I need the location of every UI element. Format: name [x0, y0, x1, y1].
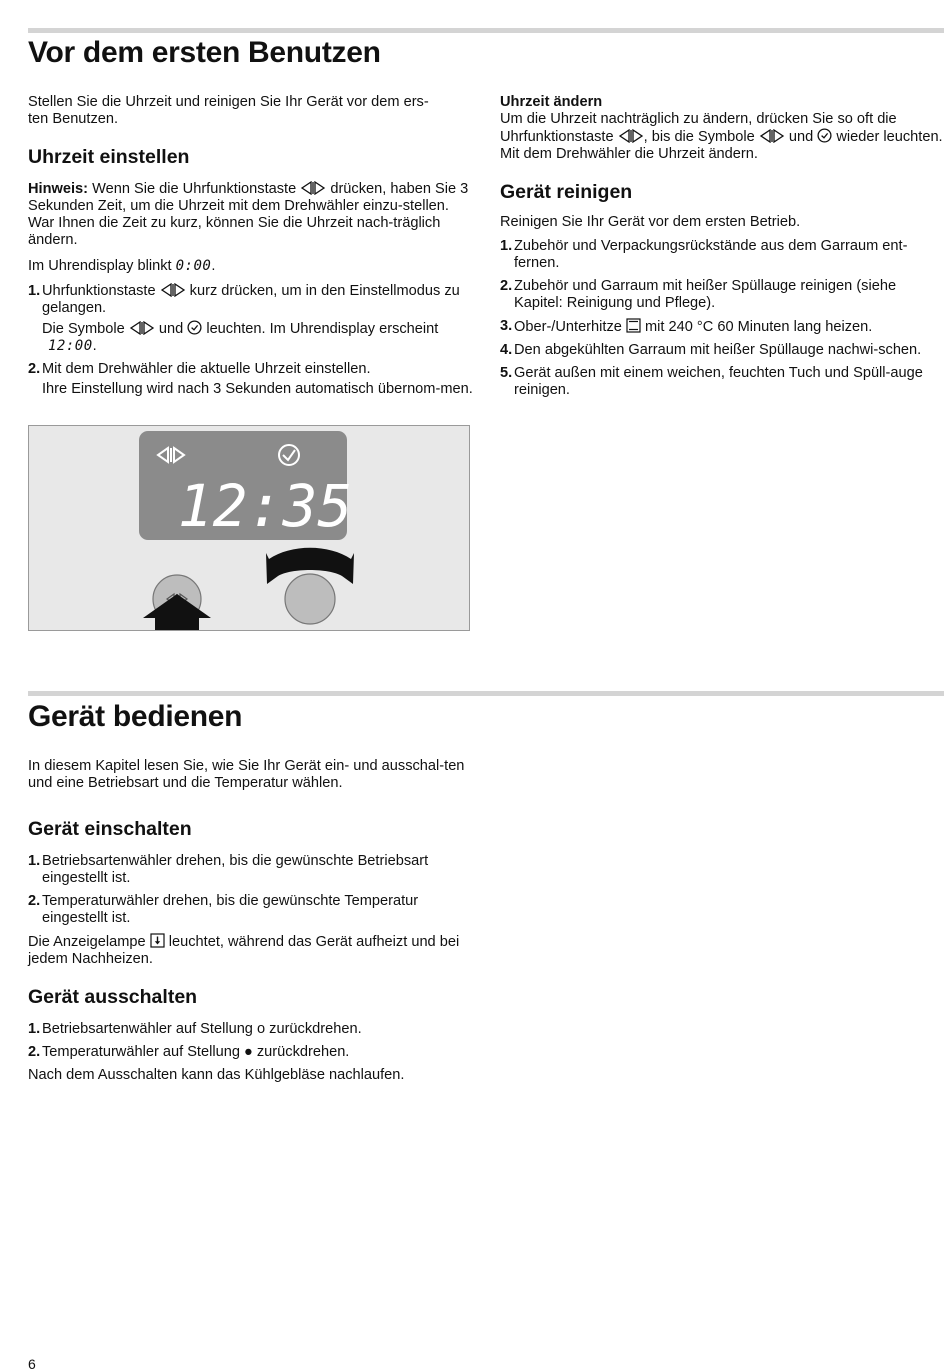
step-text: Mit dem Drehwähler die aktuelle Uhrzeit einstellen.	[42, 361, 371, 377]
step-text: Zubehör und Verpackungsrückstände aus dem Garraum ent-fernen.	[514, 238, 908, 271]
aendern-text-mid: , bis die Symbole	[643, 129, 759, 145]
right-column	[500, 94, 944, 399]
note-text-post: leuchtet, während das Gerät aufheizt und bei jedem Nachheizen.	[28, 934, 460, 967]
aendern-text-und: und	[784, 129, 818, 145]
off-position-symbol: ●	[244, 1044, 253, 1060]
left-column	[28, 94, 473, 398]
section-rule	[28, 691, 944, 696]
step-text: Temperaturwähler drehen, bis die gewünschte Temperatur eingestellt ist.	[42, 893, 419, 926]
clock-function-icon	[129, 321, 155, 335]
section2-column	[28, 758, 473, 1084]
list-item	[500, 365, 944, 399]
heading-geraet-einschalten: Gerät einschalten	[28, 818, 192, 840]
list-item	[500, 238, 944, 272]
step-number: 3.	[500, 318, 513, 334]
section2-intro: In diesem Kapitel lesen Sie, wie Sie Ihr Gerät ein- und ausschal-ten und eine Betriebsart und die Temperatur wählen.	[28, 758, 465, 791]
clock-function-icon	[300, 181, 326, 195]
reinigen-intro: Reinigen Sie Ihr Gerät vor dem ersten Betrieb.	[500, 214, 801, 230]
step-text: Gerät außen mit einem weichen, feuchten Tuch und Spüll-auge reinigen.	[514, 365, 923, 398]
page-number: 6	[28, 1356, 36, 1372]
step-text-post: zurückdrehen.	[252, 1044, 350, 1060]
clock-icon	[817, 128, 832, 143]
step-text-pre: Ober-/Unterhitze	[514, 319, 626, 335]
step-sub-text	[42, 320, 473, 355]
step-text-pre: Temperaturwähler auf Stellung	[42, 1044, 244, 1060]
sub-text-post: leuchten. Im Uhrendisplay erscheint	[202, 321, 439, 337]
control-panel-illustration	[28, 425, 470, 631]
step-text-post: kurz drücken, um in den Einstellmodus zu gelangen.	[42, 283, 460, 316]
sub-text-pre: Die Symbole	[42, 321, 129, 337]
heading-geraet-ausschalten: Gerät ausschalten	[28, 986, 198, 1008]
hinweis-paragraph	[28, 181, 473, 249]
aendern-text-post: wieder leuchten. Mit dem Drehwähler die Uhrzeit ändern.	[500, 129, 943, 162]
display-time: 12:35	[177, 472, 353, 540]
step-number: 5.	[500, 365, 513, 381]
list-item	[500, 318, 944, 336]
hinweis-text-pre: Wenn Sie die Uhrfunktionstaste	[88, 181, 301, 197]
step-number: 2.	[28, 1044, 41, 1060]
step-number: 4.	[500, 342, 513, 358]
uhrzeit-aendern-paragraph	[500, 111, 944, 163]
blink-text: Im Uhrendisplay blinkt	[28, 258, 176, 274]
step-sub-text: Ihre Einstellung wird nach 3 Sekunden automatisch übernom-men.	[42, 381, 473, 397]
step-text: Zubehör und Garraum mit heißer Spüllauge reinigen (siehe Kapitel: Reinigung und Pflege).	[514, 278, 897, 311]
list-item	[28, 893, 473, 927]
display-value-12: 12:00	[48, 338, 93, 354]
step-text-pre: Betriebsartenwähler auf Stellung	[42, 1021, 257, 1037]
indicator-lamp-note	[28, 933, 473, 968]
switch-on-steps	[28, 853, 473, 927]
step-number: 2.	[500, 278, 513, 294]
heading-geraet-reinigen: Gerät reinigen	[500, 181, 633, 203]
step-number: 2.	[28, 361, 41, 377]
list-item	[28, 361, 473, 398]
clock-icon	[187, 320, 202, 335]
step-number: 1.	[28, 1021, 41, 1037]
hinweis-text-post: drücken, haben Sie 3 Sekunden Zeit, um die Uhrzeit mit dem Drehwähler einzu-stellen. War Ihnen die Zeit zu kurz, können Sie die Uhrzeit nach-träglich ändern.	[28, 181, 469, 248]
list-item	[28, 283, 473, 355]
section-title: Vor dem ersten Benutzen	[28, 36, 381, 69]
step-number: 1.	[500, 238, 513, 254]
list-item	[500, 342, 944, 359]
aendern-text-pre: Um die Uhrzeit nachträglich zu ändern, drücken Sie so oft die Uhrfunktionstaste	[500, 111, 897, 145]
fan-note: Nach dem Ausschalten kann das Kühlgebläse nachlaufen.	[28, 1067, 405, 1083]
step-text: Den abgekühlten Garraum mit heißer Spüllauge nachwi-schen.	[514, 342, 922, 358]
hinweis-label: Hinweis:	[28, 181, 89, 197]
intro-paragraph: Stellen Sie die Uhrzeit und reinigen Sie Ihr Gerät vor dem ers- ten Benutzen.	[28, 94, 429, 127]
section-title: Gerät bedienen	[28, 700, 243, 733]
blink-end: .	[211, 258, 216, 274]
step-text-post: zurückdrehen.	[265, 1021, 362, 1037]
heading-uhrzeit-einstellen: Uhrzeit einstellen	[28, 146, 190, 168]
heading-uhrzeit-aendern: Uhrzeit ändern	[500, 94, 603, 110]
list-item	[28, 853, 473, 887]
list-item	[28, 1021, 473, 1038]
step-number: 2.	[28, 893, 41, 909]
switch-off-steps	[28, 1021, 473, 1061]
off-position-symbol: o	[256, 1021, 266, 1037]
clock-function-icon	[618, 129, 644, 143]
list-item	[28, 1044, 473, 1061]
set-time-steps	[28, 283, 473, 398]
step-number: 1.	[28, 853, 41, 869]
control-panel-drawing	[29, 426, 470, 631]
sub-text-end: .	[92, 338, 97, 354]
step-text-post: mit 240 °C 60 Minuten lang heizen.	[640, 319, 873, 335]
list-item	[500, 278, 944, 312]
blink-paragraph	[28, 258, 473, 275]
step-number: 1.	[28, 283, 41, 299]
sub-text-mid: und	[154, 321, 188, 337]
top-bottom-heat-icon	[626, 318, 641, 333]
indicator-lamp-icon	[150, 933, 165, 948]
clock-function-icon	[759, 129, 785, 143]
step-text-pre: Uhrfunktionstaste	[42, 283, 160, 299]
note-text-pre: Die Anzeigelampe	[28, 934, 150, 950]
step-text: Betriebsartenwähler drehen, bis die gewünschte Betriebsart eingestellt ist.	[42, 853, 429, 886]
cleaning-steps	[500, 238, 944, 399]
section-rule	[28, 28, 944, 33]
clock-function-icon	[160, 283, 186, 297]
blink-display-value: 0:00	[175, 258, 212, 274]
